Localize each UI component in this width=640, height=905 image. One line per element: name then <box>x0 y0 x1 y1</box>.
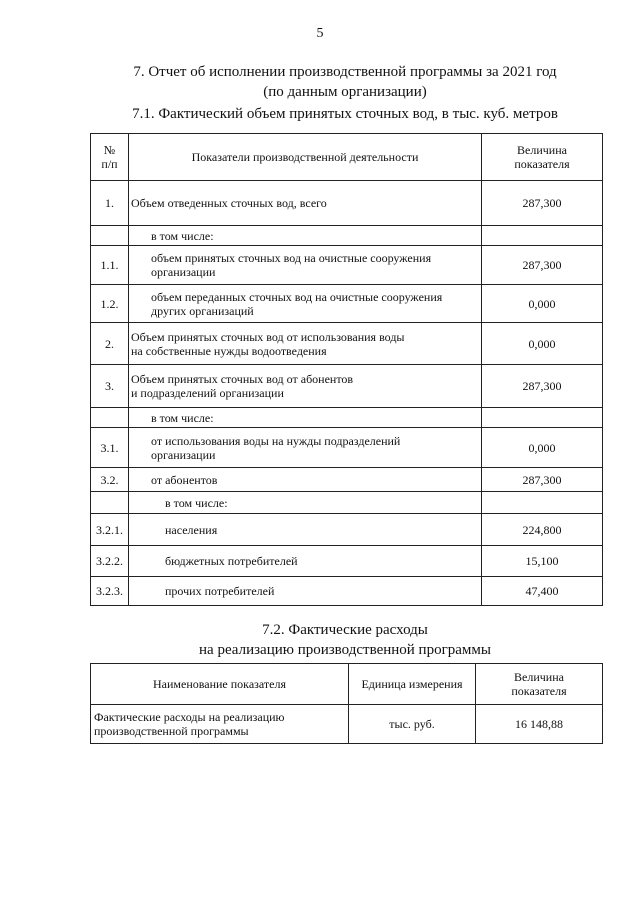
table-row <box>91 468 603 492</box>
row-value: 47,400 <box>482 577 603 606</box>
row-num: 2. <box>91 323 129 365</box>
row-num: 3.2. <box>91 468 129 492</box>
row-unit: тыс. руб. <box>349 705 476 744</box>
row-value: 0,000 <box>482 285 603 323</box>
row-value: 287,300 <box>482 246 603 285</box>
table-row <box>91 226 603 246</box>
table-row <box>91 365 603 408</box>
table-row <box>91 514 603 546</box>
row-label: Объем принятых сточных вод от абонентов и подразделений организации <box>129 365 482 408</box>
row-num: 3.2.3. <box>91 577 129 606</box>
table-row <box>91 408 603 428</box>
header-indicator: Показатели производственной деятельности <box>129 134 482 181</box>
table-row <box>91 285 603 323</box>
row-label: прочих потребителей <box>129 577 482 606</box>
header-unit: Единица измерения <box>349 664 476 705</box>
wastewater-volume-table <box>90 133 603 606</box>
header-num: № п/п <box>91 134 129 181</box>
row-label: в том числе: <box>129 226 482 246</box>
row-label: в том числе: <box>129 408 482 428</box>
row-num <box>91 492 129 514</box>
table-row <box>91 323 603 365</box>
row-value <box>482 492 603 514</box>
table-row <box>91 428 603 468</box>
expenses-table <box>90 663 603 744</box>
row-num: 1. <box>91 181 129 226</box>
row-value: 15,100 <box>482 546 603 577</box>
row-num: 1.2. <box>91 285 129 323</box>
row-label: объем переданных сточных вод на очистные сооружения других организаций <box>129 285 482 323</box>
row-value <box>482 408 603 428</box>
row-num <box>91 226 129 246</box>
row-label: от использования воды на нужды подразделений организации <box>129 428 482 468</box>
table-row <box>91 246 603 285</box>
table-row <box>91 546 603 577</box>
table-row <box>91 181 603 226</box>
table-row <box>91 492 603 514</box>
row-label: населения <box>129 514 482 546</box>
row-value: 287,300 <box>482 181 603 226</box>
row-value: 287,300 <box>482 468 603 492</box>
table-header-row <box>91 134 603 181</box>
page-number: 5 <box>316 26 324 41</box>
section-title <box>90 62 600 102</box>
table2-title <box>90 620 600 660</box>
section-title-line1: 7. Отчет об исполнении производственной программы за 2021 год <box>133 64 557 80</box>
table-row <box>91 577 603 606</box>
row-num: 3.2.2. <box>91 546 129 577</box>
row-label: объем принятых сточных вод на очистные сооружения организации <box>129 246 482 285</box>
row-label: Объем принятых сточных вод от использования воды на собственные нужды водоотведения <box>129 323 482 365</box>
row-value <box>482 226 603 246</box>
table1-title: 7.1. Фактический объем принятых сточных вод, в тыс. куб. метров <box>132 106 558 122</box>
row-label: бюджетных потребителей <box>129 546 482 577</box>
row-label: Объем отведенных сточных вод, всего <box>129 181 482 226</box>
row-num: 3. <box>91 365 129 408</box>
row-value: 287,300 <box>482 365 603 408</box>
row-label: Фактические расходы на реализацию производственной программы <box>91 705 349 744</box>
row-value: 0,000 <box>482 323 603 365</box>
row-num <box>91 408 129 428</box>
header-value: Величина показателя <box>482 134 603 181</box>
section-title-line2: (по данным организации) <box>263 84 427 100</box>
row-value: 16 148,88 <box>476 705 603 744</box>
table-row <box>91 705 603 744</box>
header-value: Величина показателя <box>476 664 603 705</box>
row-label: в том числе: <box>129 492 482 514</box>
table2-title-line2: на реализацию производственной программы <box>199 642 491 658</box>
row-num: 1.1. <box>91 246 129 285</box>
row-num: 3.1. <box>91 428 129 468</box>
row-value: 0,000 <box>482 428 603 468</box>
table2-title-line1: 7.2. Фактические расходы <box>262 622 428 638</box>
table-header-row <box>91 664 603 705</box>
row-label: от абонентов <box>129 468 482 492</box>
header-name: Наименование показателя <box>91 664 349 705</box>
row-num: 3.2.1. <box>91 514 129 546</box>
row-value: 224,800 <box>482 514 603 546</box>
